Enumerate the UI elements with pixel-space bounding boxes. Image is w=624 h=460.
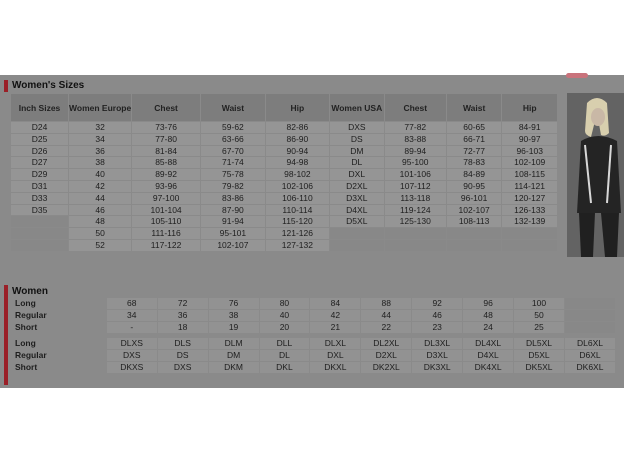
table-cell: D27 [11, 157, 68, 168]
table-cell: DK2XL [361, 362, 411, 373]
table-row [11, 310, 615, 321]
table-cell: D2XL [330, 181, 384, 192]
table-cell: D4XL [330, 205, 384, 216]
table-cell: 120-127 [502, 193, 557, 204]
table-cell: 102-106 [266, 181, 329, 192]
table-cell: 78-83 [447, 157, 502, 168]
column-header: Hip [502, 94, 557, 121]
table-cell: 83-88 [385, 134, 446, 145]
table-row [11, 193, 557, 204]
table-cell: 67-70 [201, 146, 265, 157]
lengths-section-title: Women [12, 286, 48, 297]
table-cell: 117-122 [132, 240, 200, 251]
table-row [11, 298, 615, 309]
table-cell [447, 240, 502, 251]
table-cell: 24 [463, 322, 513, 333]
table-cell: 82-86 [266, 122, 329, 133]
table-cell: 83-86 [201, 193, 265, 204]
table-cell: 23 [412, 322, 462, 333]
spacer-cell [514, 334, 564, 337]
table-cell: 44 [69, 193, 131, 204]
table-row [11, 322, 615, 333]
table-cell: 66-71 [447, 134, 502, 145]
table-cell: 90-94 [266, 146, 329, 157]
table-cell: 87-90 [201, 205, 265, 216]
table-cell: 42 [310, 310, 360, 321]
row-spacer [11, 334, 615, 337]
table-cell: 72 [158, 298, 208, 309]
table-cell: 40 [260, 310, 310, 321]
table-cell: 101-106 [385, 169, 446, 180]
table-cell: 106-110 [266, 193, 329, 204]
table-cell: 105-110 [132, 216, 200, 227]
table-cell: DLXL [310, 338, 360, 349]
spacer-cell [412, 334, 462, 337]
table-cell: DL [260, 350, 310, 361]
table-cell: 68 [107, 298, 157, 309]
table-cell: 93-96 [132, 181, 200, 192]
table-header-row [11, 94, 557, 121]
table-cell: 90-95 [447, 181, 502, 192]
table-cell: 110-114 [266, 205, 329, 216]
table-cell: 97-100 [132, 193, 200, 204]
table-cell: DS [330, 134, 384, 145]
table-cell: DL [330, 157, 384, 168]
table-cell: DLM [209, 338, 259, 349]
table-cell: 96-103 [502, 146, 557, 157]
section-accent-bar [4, 80, 8, 92]
spacer-cell [209, 334, 259, 337]
table-cell: DXS [158, 362, 208, 373]
spacer-cell [260, 334, 310, 337]
table-cell: 98-102 [266, 169, 329, 180]
table-cell: 111-116 [132, 228, 200, 239]
table-cell: D26 [11, 146, 68, 157]
table-row [11, 181, 557, 192]
table-cell: 126-133 [502, 205, 557, 216]
table-cell [11, 228, 68, 239]
table-cell: 108-115 [502, 169, 557, 180]
table-cell: 21 [310, 322, 360, 333]
table-cell: 38 [209, 310, 259, 321]
table-cell [330, 240, 384, 251]
table-cell: 100 [514, 298, 564, 309]
table-cell: 50 [69, 228, 131, 239]
table-cell: 73-76 [132, 122, 200, 133]
table-cell: 125-130 [385, 216, 446, 227]
table-cell [11, 216, 68, 227]
table-cell: 96 [463, 298, 513, 309]
table-cell: DL3XL [412, 338, 462, 349]
table-cell: 84 [310, 298, 360, 309]
table-cell: 95-100 [385, 157, 446, 168]
table-cell: DL2XL [361, 338, 411, 349]
table-cell: 86-90 [266, 134, 329, 145]
table-cell: 88 [361, 298, 411, 309]
table-row [11, 228, 557, 239]
table-cell: 132-139 [502, 216, 557, 227]
table-cell: 18 [158, 322, 208, 333]
row-label: Regular [11, 310, 106, 321]
table-cell: 94-98 [266, 157, 329, 168]
column-header: Waist [201, 94, 265, 121]
table-cell [385, 240, 446, 251]
column-header: Chest [132, 94, 200, 121]
table-cell: 32 [69, 122, 131, 133]
table-cell: DKM [209, 362, 259, 373]
table-cell: 42 [69, 181, 131, 192]
table-cell: 44 [361, 310, 411, 321]
table-cell [565, 310, 615, 321]
table-cell: D3XL [412, 350, 462, 361]
column-header: Waist [447, 94, 502, 121]
table-cell: 60-65 [447, 122, 502, 133]
table-cell: 119-124 [385, 205, 446, 216]
table-row [11, 240, 557, 251]
table-cell: 34 [107, 310, 157, 321]
column-header: Women Europe [69, 94, 131, 121]
table-cell: D24 [11, 122, 68, 133]
table-cell: D5XL [514, 350, 564, 361]
table-cell: 115-120 [266, 216, 329, 227]
table-cell: 19 [209, 322, 259, 333]
lengths-accent-bar [4, 285, 8, 385]
table-cell: DXS [330, 122, 384, 133]
table-cell: DXL [310, 350, 360, 361]
table-cell: DL4XL [463, 338, 513, 349]
table-cell: DLS [158, 338, 208, 349]
table-cell: D33 [11, 193, 68, 204]
table-cell: 36 [69, 146, 131, 157]
table-cell: D4XL [463, 350, 513, 361]
table-cell [447, 228, 502, 239]
spacer-cell [565, 334, 615, 337]
table-row [11, 169, 557, 180]
table-cell: DLXS [107, 338, 157, 349]
table-cell: D5XL [330, 216, 384, 227]
spacer-cell [107, 334, 157, 337]
table-row [11, 362, 615, 373]
model-photo [567, 93, 624, 257]
table-cell: 76 [209, 298, 259, 309]
table-cell: 96-101 [447, 193, 502, 204]
table-cell: DL5XL [514, 338, 564, 349]
table-cell: D29 [11, 169, 68, 180]
table-row [11, 216, 557, 227]
row-label: Long [11, 338, 106, 349]
table-cell: D2XL [361, 350, 411, 361]
table-row [11, 338, 615, 349]
table-cell: DK6XL [565, 362, 615, 373]
row-label: Short [11, 322, 106, 333]
table-cell: 34 [69, 134, 131, 145]
table-cell: 113-118 [385, 193, 446, 204]
table-cell: 81-84 [132, 146, 200, 157]
table-cell: 48 [463, 310, 513, 321]
row-label: Short [11, 362, 106, 373]
table-cell: 36 [158, 310, 208, 321]
table-cell: 91-94 [201, 216, 265, 227]
table-row [11, 205, 557, 216]
column-header: Chest [385, 94, 446, 121]
table-cell: 72-77 [447, 146, 502, 157]
table-row [11, 146, 557, 157]
table-cell: 127-132 [266, 240, 329, 251]
table-cell: 89-94 [385, 146, 446, 157]
table-cell: DK4XL [463, 362, 513, 373]
table-cell: 102-107 [447, 205, 502, 216]
table-cell: DXL [330, 169, 384, 180]
table-cell: DXS [107, 350, 157, 361]
table-cell: 46 [69, 205, 131, 216]
table-cell: 101-104 [132, 205, 200, 216]
table-cell: 77-82 [385, 122, 446, 133]
table-cell: DKXL [310, 362, 360, 373]
table-cell: 80 [260, 298, 310, 309]
table-cell [385, 228, 446, 239]
table-cell [502, 228, 557, 239]
spacer-cell [310, 334, 360, 337]
womens-sizes-table [10, 93, 558, 252]
table-cell: 84-89 [447, 169, 502, 180]
table-cell: 108-113 [447, 216, 502, 227]
table-row [11, 350, 615, 361]
table-cell: 92 [412, 298, 462, 309]
table-row [11, 134, 557, 145]
table-cell: D35 [11, 205, 68, 216]
table-cell: DS [158, 350, 208, 361]
table-cell: D31 [11, 181, 68, 192]
spacer-cell [11, 334, 106, 337]
table-cell: 102-109 [502, 157, 557, 168]
table-cell: 50 [514, 310, 564, 321]
decorative-blob [566, 73, 588, 78]
column-header: Hip [266, 94, 329, 121]
table-cell: DKXS [107, 362, 157, 373]
table-cell: 77-80 [132, 134, 200, 145]
table-cell: 121-126 [266, 228, 329, 239]
table-cell: D6XL [565, 350, 615, 361]
table-cell [565, 298, 615, 309]
row-label: Long [11, 298, 106, 309]
table-cell: 22 [361, 322, 411, 333]
table-cell: 85-88 [132, 157, 200, 168]
sizes-section-title: Women's Sizes [12, 80, 85, 91]
table-cell: 25 [514, 322, 564, 333]
womens-lengths-table [10, 297, 616, 374]
table-cell: 114-121 [502, 181, 557, 192]
table-cell: 38 [69, 157, 131, 168]
table-cell: 59-62 [201, 122, 265, 133]
table-cell: 71-74 [201, 157, 265, 168]
spacer-cell [463, 334, 513, 337]
table-cell: DL6XL [565, 338, 615, 349]
table-cell: 52 [69, 240, 131, 251]
table-cell: DK5XL [514, 362, 564, 373]
table-cell: D3XL [330, 193, 384, 204]
table-cell [502, 240, 557, 251]
table-cell: DLL [260, 338, 310, 349]
column-header: Inch Sizes [11, 94, 68, 121]
table-cell [565, 322, 615, 333]
table-cell: 79-82 [201, 181, 265, 192]
table-cell: 102-107 [201, 240, 265, 251]
table-cell: 90-97 [502, 134, 557, 145]
table-cell: DM [209, 350, 259, 361]
table-cell [11, 240, 68, 251]
table-cell: DK3XL [412, 362, 462, 373]
table-cell: 89-92 [132, 169, 200, 180]
table-cell: 63-66 [201, 134, 265, 145]
table-row [11, 122, 557, 133]
table-cell: 95-101 [201, 228, 265, 239]
table-cell [330, 228, 384, 239]
table-cell: 75-78 [201, 169, 265, 180]
table-cell: 107-112 [385, 181, 446, 192]
table-cell: DM [330, 146, 384, 157]
table-cell: 46 [412, 310, 462, 321]
table-cell: 20 [260, 322, 310, 333]
table-cell: - [107, 322, 157, 333]
spacer-cell [158, 334, 208, 337]
table-row [11, 157, 557, 168]
spacer-cell [361, 334, 411, 337]
table-cell: DKL [260, 362, 310, 373]
row-label: Regular [11, 350, 106, 361]
table-cell: D25 [11, 134, 68, 145]
column-header: Women USA [330, 94, 384, 121]
model-figure [567, 93, 624, 257]
table-cell: 84-91 [502, 122, 557, 133]
table-cell: 40 [69, 169, 131, 180]
table-cell: 48 [69, 216, 131, 227]
